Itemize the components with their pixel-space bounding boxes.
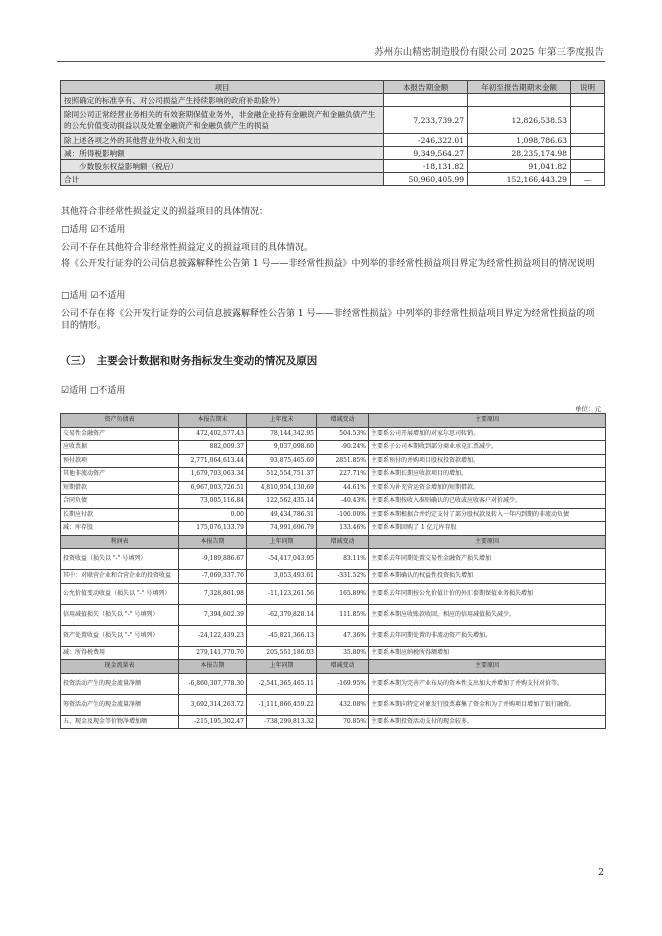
row-note xyxy=(571,94,605,107)
financial-changes-table xyxy=(60,413,606,729)
row-ytd xyxy=(468,94,571,107)
row-name: 合计 xyxy=(61,173,384,186)
table-row xyxy=(61,715,606,729)
row-reason: 主要系本期向特定对象发行股票募集了资金和为了并购项目增加了银行融资。 xyxy=(369,694,606,715)
unit-label: 单位：元 xyxy=(575,405,601,413)
row-reason: 主要系去年同期处置的非流动资产损失增加。 xyxy=(369,625,606,646)
group-header-cell: 主要原因 xyxy=(369,414,606,428)
table-row xyxy=(61,508,606,522)
group-header-cell: 本报告期 xyxy=(179,535,247,549)
row-name: 少数股东权益影响额（税后） xyxy=(61,160,384,173)
row-current: 2,771,064,613.44 xyxy=(179,454,247,468)
row-change: -40.43% xyxy=(317,495,369,509)
table-row xyxy=(61,673,606,694)
table-row xyxy=(61,481,606,495)
row-ytd: 152,166,443.29 xyxy=(468,173,571,186)
row-previous: 3,053,493.61 xyxy=(247,570,317,584)
table-row xyxy=(61,694,606,715)
table-row xyxy=(61,441,606,455)
table-header-row xyxy=(61,81,605,94)
row-reason: 主要系本期应收账款收回，相应的信用减值损失减少。 xyxy=(369,604,606,625)
row-reason: 主要系本期按收入准则确认的已收或应收客户对价减少。 xyxy=(369,495,606,509)
row-current: 279,141,770.70 xyxy=(179,646,247,660)
row-current: 7,233,739.27 xyxy=(384,107,468,134)
row-reason: 主要系本期回购了 1 亿元库存股 xyxy=(369,522,606,536)
row-previous: -1,111,866,459.22 xyxy=(247,694,317,715)
row-item: 减：库存股 xyxy=(61,522,179,536)
row-current: 0.00 xyxy=(179,508,247,522)
row-change: 504.53% xyxy=(317,427,369,441)
applicability-checkbox-3: ☑适用 □不适用 xyxy=(61,386,126,396)
row-reason: 主要系本期投资活动支付的现金较多。 xyxy=(369,715,606,729)
row-previous: -11,123,261.56 xyxy=(247,583,317,604)
row-reason: 主要系预付的并购项目股权投资款增加。 xyxy=(369,454,606,468)
row-current: 882,009.37 xyxy=(179,441,247,455)
row-note xyxy=(571,160,605,173)
table-row xyxy=(61,495,606,509)
row-previous: 9,037,098.60 xyxy=(247,441,317,455)
row-current: 175,076,133.79 xyxy=(179,522,247,536)
row-item: 短期借款 xyxy=(61,481,179,495)
row-current: 9,349,564.27 xyxy=(384,147,468,160)
row-item: 信用减值损失（损失以 "-" 号填列） xyxy=(61,604,179,625)
group-header-cell: 利润表 xyxy=(61,535,179,549)
row-item: 合同负债 xyxy=(61,495,179,509)
row-item: 筹资活动产生的现金流量净额 xyxy=(61,694,179,715)
row-previous: -738,299,813.32 xyxy=(247,715,317,729)
row-previous: 93,875,465.69 xyxy=(247,454,317,468)
table-row xyxy=(61,570,606,584)
table-row xyxy=(61,427,606,441)
other-items-label: 其他符合非经常性损益定义的损益项目的具体情况： xyxy=(61,207,269,217)
col-header-note: 说明 xyxy=(571,81,605,94)
table-row-total xyxy=(61,173,605,186)
row-name: 除上述各项之外的其他营业外收入和支出 xyxy=(61,134,384,147)
row-ytd: 1,098,786.63 xyxy=(468,134,571,147)
row-item: 投资活动产生的现金流量净额 xyxy=(61,673,179,694)
row-change: 111.85% xyxy=(317,604,369,625)
row-current xyxy=(384,94,468,107)
row-current: 7,328,861.98 xyxy=(179,583,247,604)
row-previous: 78,144,342.95 xyxy=(247,427,317,441)
table-row xyxy=(61,583,606,604)
row-current: -246,322.01 xyxy=(384,134,468,147)
row-change: 227.71% xyxy=(317,468,369,482)
row-item: 预付款项 xyxy=(61,454,179,468)
row-item: 公允价值变动收益（损失以 "-" 号填列） xyxy=(61,583,179,604)
row-previous: 512,554,751.37 xyxy=(247,468,317,482)
reclassification-note: 将《公开发行证券的公司信息披露解释性公告第 1 号——非经常性损益》中列举的非经常性损益项目界定为经常性损益项目的情况说明 xyxy=(61,259,595,269)
row-name: 除同公司正常经营业务相关的有效套期保值业务外，非金融企业持有金融资产和金融负债产生的公允价值变动损益以及处置金融资产和金融负债产生的损益 xyxy=(61,107,384,134)
row-previous: -45,821,366.13 xyxy=(247,625,317,646)
no-reclassification-statement: 公司不存在将《公开发行证券的公司信息披露解释性公告第 1 号——非经常性损益》中列举的非经常性损益项目界定为经常性损益的项目的情形。 xyxy=(61,309,595,331)
row-note xyxy=(571,107,605,134)
table-row xyxy=(61,625,606,646)
row-note: — xyxy=(571,173,605,186)
row-current: 73,005,116.84 xyxy=(179,495,247,509)
row-note xyxy=(571,134,605,147)
row-current: 50,960,405.99 xyxy=(384,173,468,186)
group-header-row xyxy=(61,414,606,428)
section-title: （三） 主要会计数据和财务指标发生变动的情况及原因 xyxy=(60,355,318,367)
page-header-title: 苏州东山精密制造股份有限公司 2025 年第三季度报告 xyxy=(374,47,604,58)
group-header-row xyxy=(61,535,606,549)
col-header-item: 项目 xyxy=(61,81,384,94)
table-row xyxy=(61,94,605,107)
group-header-cell: 本报告期 xyxy=(179,660,247,674)
row-reason: 主要系本期为完善产业布局的资本性支出加大并增加了并购支付对价等。 xyxy=(369,673,606,694)
row-current: 1,679,703,063.34 xyxy=(179,468,247,482)
group-header-cell: 本报告期末 xyxy=(179,414,247,428)
table-row xyxy=(61,549,606,570)
row-previous: -62,379,828.14 xyxy=(247,604,317,625)
row-change: 70.85% xyxy=(317,715,369,729)
row-change: -169.95% xyxy=(317,673,369,694)
table-row xyxy=(61,160,605,173)
row-change: 83.11% xyxy=(317,549,369,570)
table-row xyxy=(61,147,605,160)
row-previous: 49,434,786.31 xyxy=(247,508,317,522)
row-current: -6,860,307,778.30 xyxy=(179,673,247,694)
row-reason: 主要系去年同期按公允价值计价的外汇套期保值业务损失增加 xyxy=(369,583,606,604)
row-previous: 74,991,696.79 xyxy=(247,522,317,536)
table-row xyxy=(61,646,606,660)
row-change: 133.46% xyxy=(317,522,369,536)
row-reason: 主要系为补充营运资金增加的短期借款。 xyxy=(369,481,606,495)
row-change: 44.61% xyxy=(317,481,369,495)
row-change: 47.36% xyxy=(317,625,369,646)
group-header-row xyxy=(61,660,606,674)
col-header-ytd: 年初至报告期期末金额 xyxy=(468,81,571,94)
row-change: -100.00% xyxy=(317,508,369,522)
row-previous: -54,417,043.95 xyxy=(247,549,317,570)
table-row xyxy=(61,134,605,147)
row-change: 35.80% xyxy=(317,646,369,660)
group-header-cell: 主要原因 xyxy=(369,535,606,549)
row-reason: 主要系本期长期应收款项目的增加。 xyxy=(369,468,606,482)
row-reason: 主要系公司开展增加的对家尔思司转销。 xyxy=(369,427,606,441)
group-header-cell: 资产负债表 xyxy=(61,414,179,428)
row-current: -18,131.82 xyxy=(384,160,468,173)
group-header-cell: 上年同期 xyxy=(247,535,317,549)
row-reason: 主要系去年同期处置交易性金融资产损失增加 xyxy=(369,549,606,570)
table-row xyxy=(61,107,605,134)
row-current: 472,402,577.43 xyxy=(179,427,247,441)
row-name: 按照确定的标准享有、对公司损益产生持续影响的政府补助除外） xyxy=(61,94,384,107)
row-change: 165.89% xyxy=(317,583,369,604)
row-item: 投资收益（损失以 "-" 号填列） xyxy=(61,549,179,570)
group-header-cell: 增减变动 xyxy=(317,660,369,674)
row-current: -24,122,439.23 xyxy=(179,625,247,646)
group-header-cell: 主要原因 xyxy=(369,660,606,674)
row-item: 交易性金融资产 xyxy=(61,427,179,441)
group-header-cell: 上年同期 xyxy=(247,660,317,674)
row-item: 减：所得税费用 xyxy=(61,646,179,660)
page-number: 2 xyxy=(598,868,604,878)
row-change: -331.52% xyxy=(317,570,369,584)
table-row xyxy=(61,604,606,625)
row-change: 2851.85% xyxy=(317,454,369,468)
row-current: 7,394,602.39 xyxy=(179,604,247,625)
row-current: 3,692,314,263.72 xyxy=(179,694,247,715)
row-item: 应收票据 xyxy=(61,441,179,455)
header-divider xyxy=(57,61,605,62)
group-header-cell: 现金流量表 xyxy=(61,660,179,674)
applicability-checkbox-2: □适用 ☑不适用 xyxy=(61,291,126,301)
row-previous: -2,541,365,465.11 xyxy=(247,673,317,694)
row-name: 减：所得税影响额 xyxy=(61,147,384,160)
col-header-current: 本报告期金额 xyxy=(384,81,468,94)
row-ytd: 12,826,538.53 xyxy=(468,107,571,134)
row-previous: 4,810,954,130.69 xyxy=(247,481,317,495)
row-reason: 主要系子公司本期收到部分商业承兑汇票减少。 xyxy=(369,441,606,455)
row-current: -215,195,302.47 xyxy=(179,715,247,729)
group-header-cell: 上年度末 xyxy=(247,414,317,428)
row-previous: 205,551,186.03 xyxy=(247,646,317,660)
row-change: 432.08% xyxy=(317,694,369,715)
row-item: 长期应付款 xyxy=(61,508,179,522)
row-item: 五、现金及现金等价物净增加额 xyxy=(61,715,179,729)
group-header-cell: 增减变动 xyxy=(317,414,369,428)
row-previous: 122,562,435.14 xyxy=(247,495,317,509)
row-change: -90.24% xyxy=(317,441,369,455)
row-item: 其他非流动资产 xyxy=(61,468,179,482)
nonrecurring-gains-table xyxy=(60,80,605,186)
row-note xyxy=(571,147,605,160)
group-header-cell: 增减变动 xyxy=(317,535,369,549)
row-current: -9,189,886.67 xyxy=(179,549,247,570)
row-reason: 主要系本期根据合并约定支付了部分股权款及转入一年内到期的非流动负债 xyxy=(369,508,606,522)
row-current: 6,967,003,726.51 xyxy=(179,481,247,495)
row-item: 其中：对联营企业和合营企业的投资收益 xyxy=(61,570,179,584)
table-row xyxy=(61,468,606,482)
row-reason: 主要系本期应纳税所得额增加 xyxy=(369,646,606,660)
table-row xyxy=(61,522,606,536)
row-reason: 主要系本期确认的权益性投资损失增加 xyxy=(369,570,606,584)
no-other-items-statement: 公司不存在其他符合非经常性损益定义的损益项目的具体情况。 xyxy=(61,243,314,253)
applicability-checkbox-1: □适用 ☑不适用 xyxy=(61,225,126,235)
row-ytd: 91,041.82 xyxy=(468,160,571,173)
row-item: 资产处置收益（损失以 "-" 号填列） xyxy=(61,625,179,646)
row-ytd: 28,235,174.98 xyxy=(468,147,571,160)
row-current: -7,069,337.76 xyxy=(179,570,247,584)
table-row xyxy=(61,454,606,468)
